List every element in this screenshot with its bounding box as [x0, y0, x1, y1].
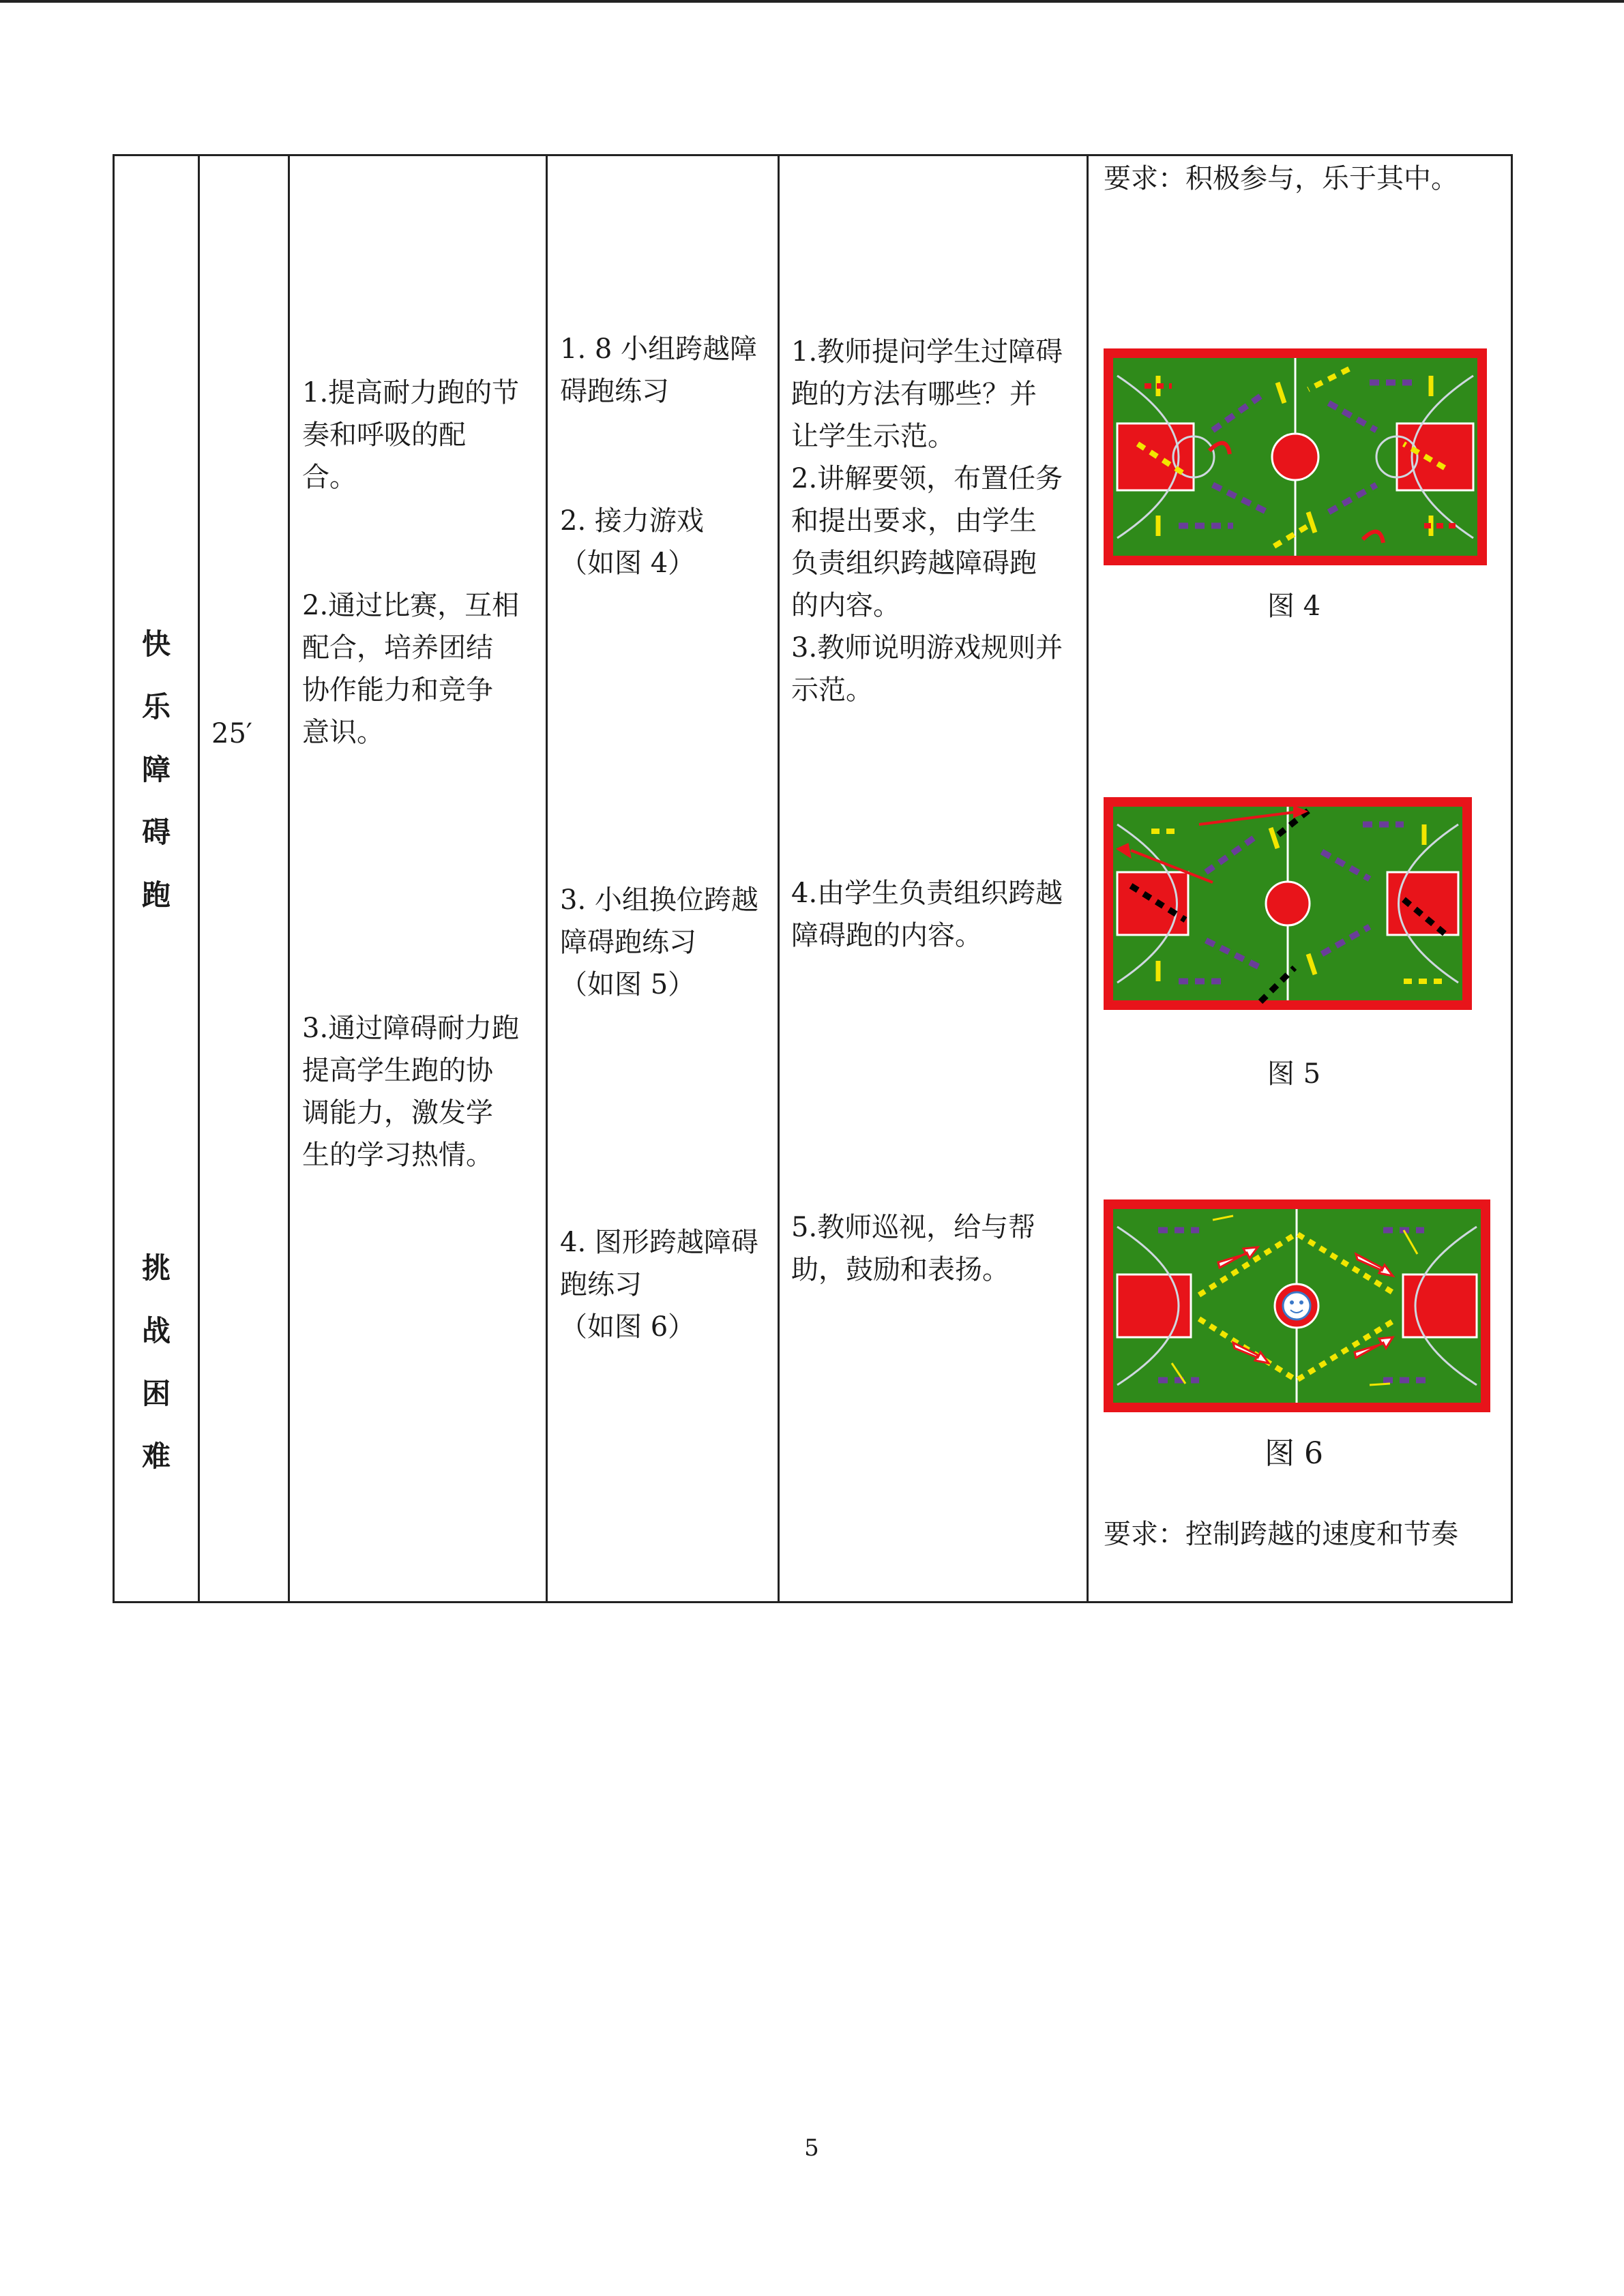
column-divider: [1087, 156, 1089, 1601]
goal-2: 2.通过比赛，互相 配合，培养团结 协作能力和竞争 意识。: [302, 590, 520, 748]
figure-5-caption: 图 5: [1267, 1058, 1321, 1090]
column-divider: [198, 156, 200, 1601]
column-divider: [288, 156, 290, 1601]
court-diagram-fig6: [1104, 1199, 1490, 1412]
page-top-border: [0, 0, 1624, 3]
page-number: 5: [804, 2134, 819, 2162]
time-duration: 25′: [211, 718, 252, 749]
content-item-1: 1. 8 小组跨越障 碍跑练习: [560, 333, 758, 407]
teacher-activity-1: 1.教师提问学生过障碍 跑的方法有哪些？并 让学生示范。 2.讲解要领，布置任务 和提出要求，由学生 负责组织跨越障碍跑 的内容。 3.教师说明游戏规则并 示范。: [791, 336, 1063, 706]
goal-3: 3.通过障碍耐力跑 提高学生跑的协 调能力，激发学 生的学习热情。: [302, 1013, 520, 1171]
section-name-happy-obstacle-run: 快 乐 障 碍 跑: [141, 627, 171, 912]
section-name-challenge: 挑 战 困 难: [141, 1251, 171, 1473]
content-item-3: 3. 小组换位跨越 障碍跑练习 （如图 5）: [560, 884, 758, 1000]
court-diagram-fig4: [1104, 348, 1487, 565]
requirement-top: 要求：积极参与，乐于其中。: [1104, 163, 1458, 194]
court-diagram-fig5: [1104, 797, 1472, 1010]
teacher-activity-3: 5.教师巡视，给与帮 助，鼓励和表扬。: [791, 1212, 1036, 1285]
column-divider: [778, 156, 780, 1601]
figure-6-caption: 图 6: [1265, 1436, 1323, 1471]
column-divider: [546, 156, 548, 1601]
requirement-bottom: 要求：控制跨越的速度和节奏: [1104, 1519, 1458, 1550]
teacher-activity-2: 4.由学生负责组织跨越 障碍跑的内容。: [791, 878, 1063, 951]
content-item-4: 4. 图形跨越障碍 跑练习 （如图 6）: [560, 1227, 758, 1343]
goal-1: 1.提高耐力跑的节 奏和呼吸的配 合。: [302, 377, 520, 493]
figure-4-caption: 图 4: [1267, 591, 1321, 622]
lesson-plan-table: [113, 154, 1513, 1603]
content-item-2: 2. 接力游戏 （如图 4）: [560, 505, 704, 579]
